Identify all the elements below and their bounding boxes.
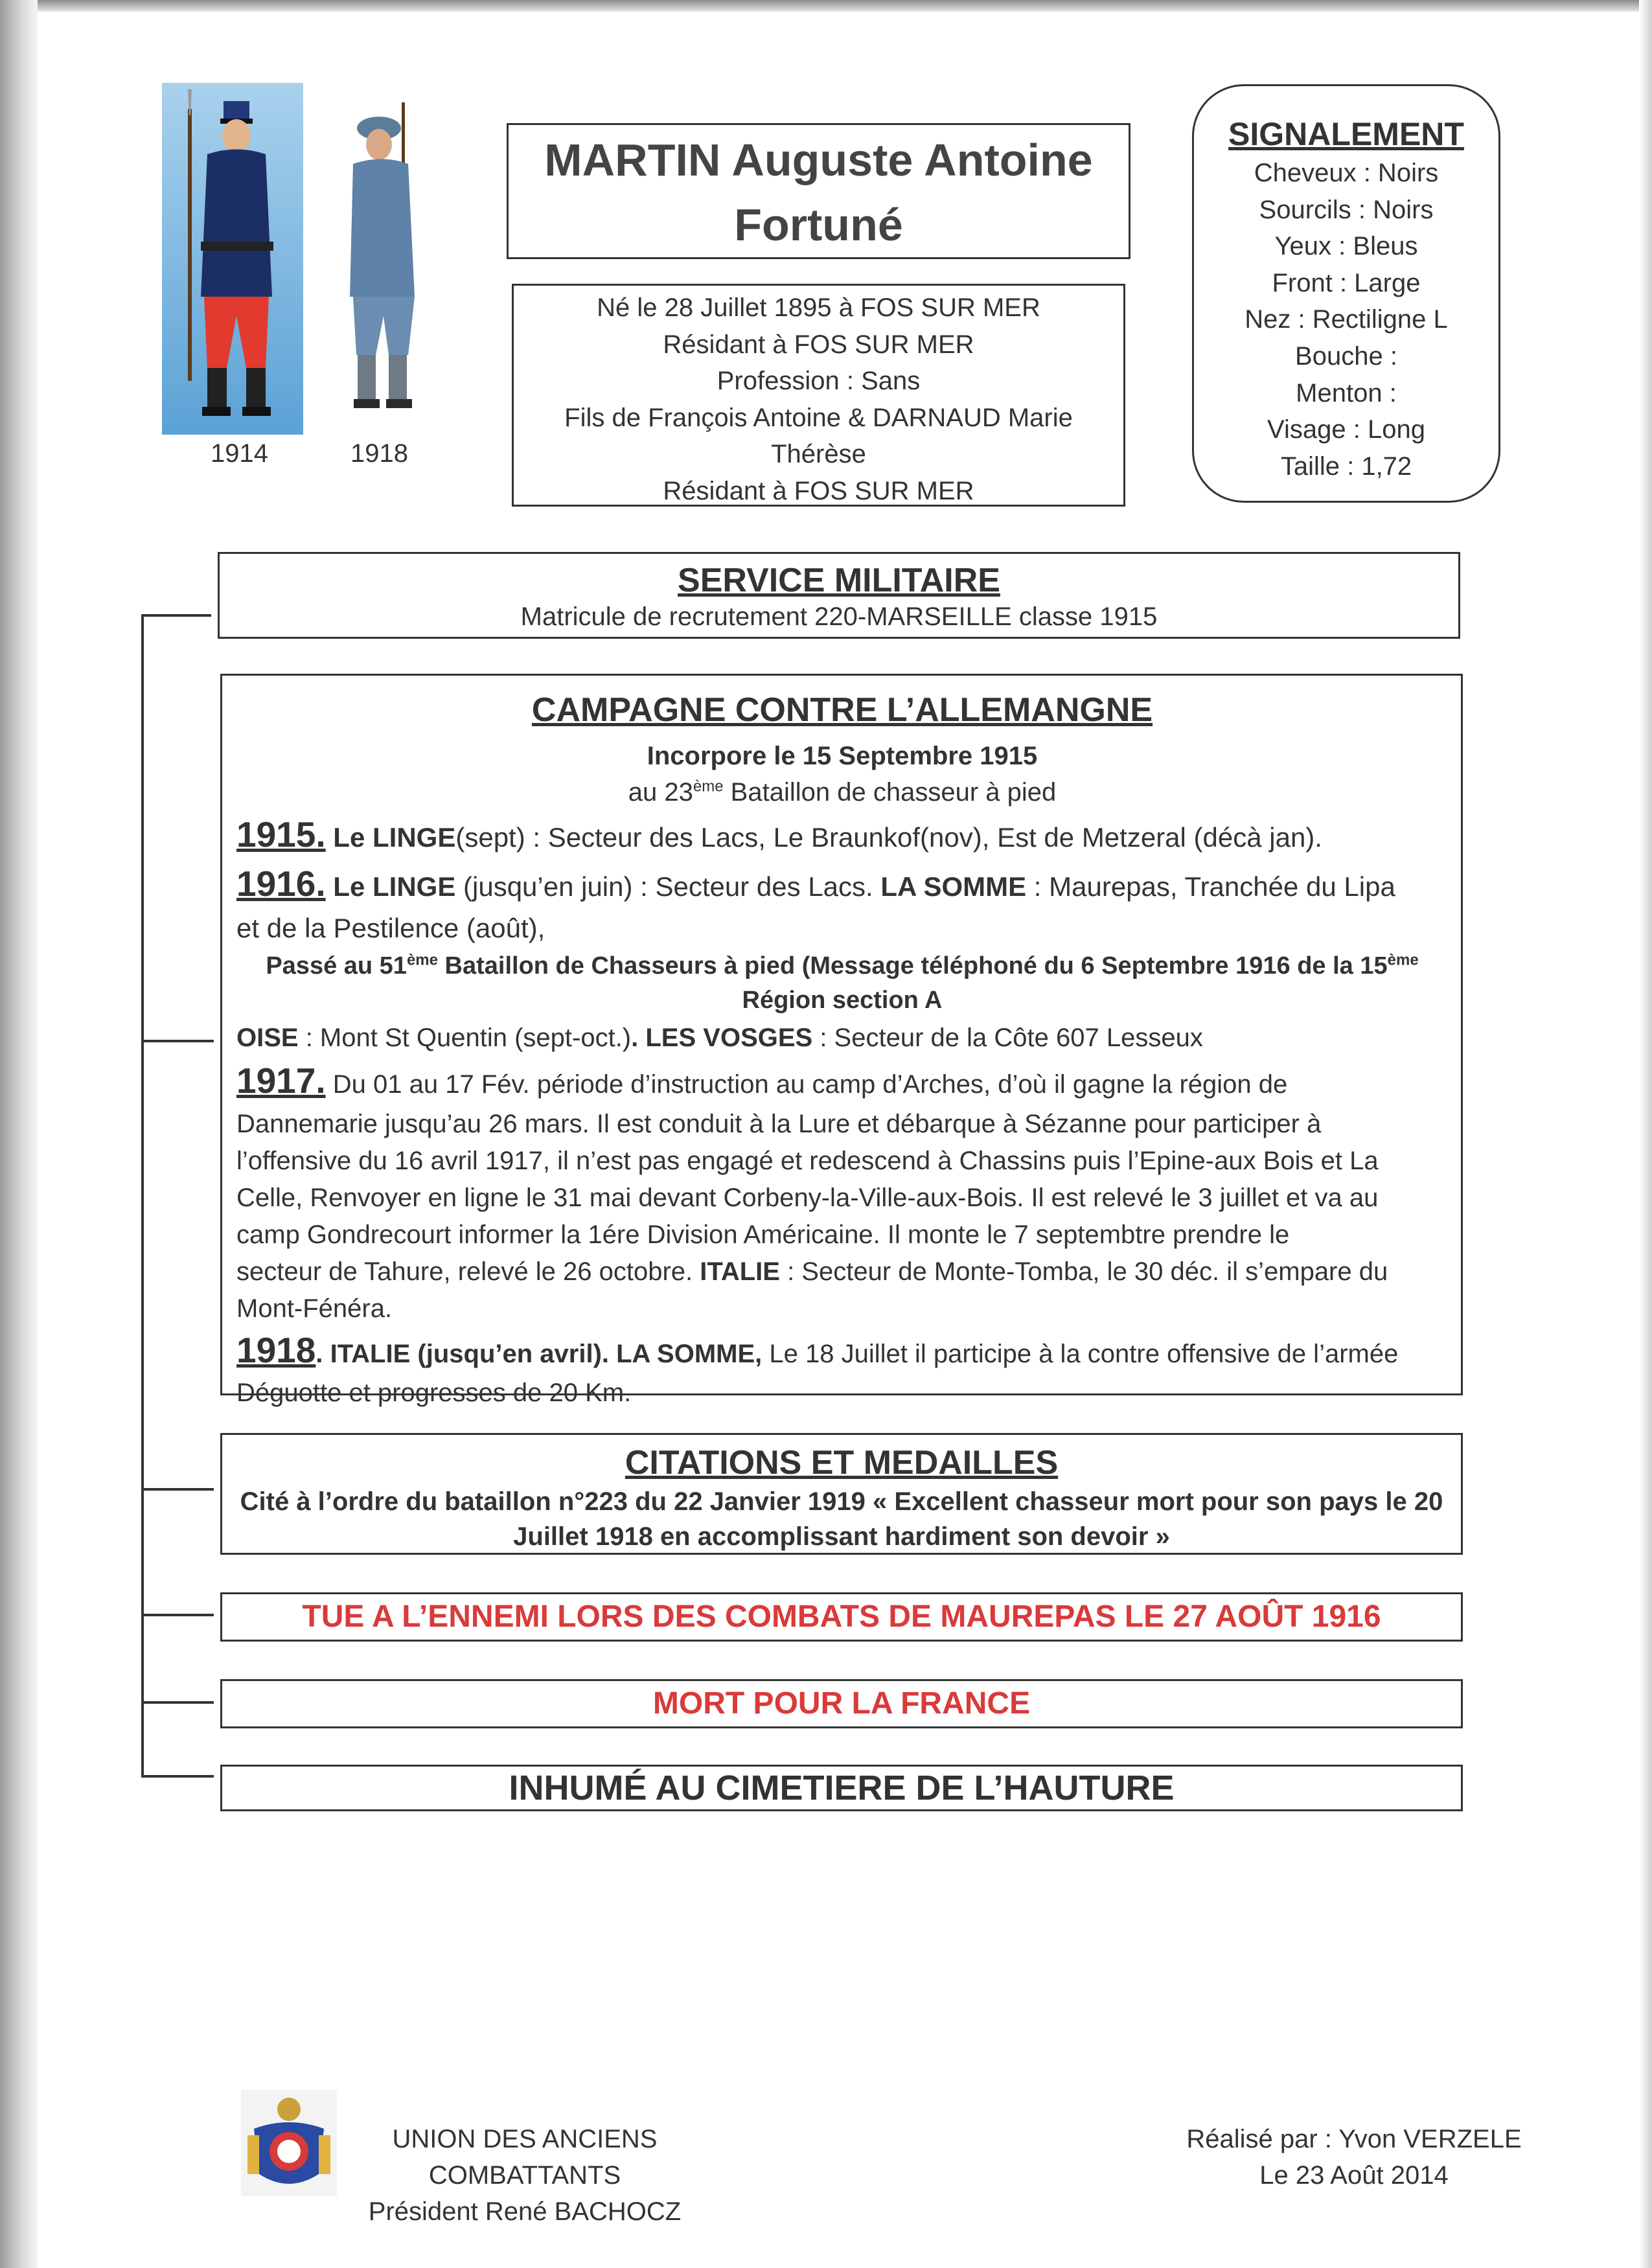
identity-line: Profession : Sans (717, 367, 921, 395)
bracket-tick (141, 614, 211, 617)
passe-prefix: Passé au 51 (266, 952, 407, 979)
year-1916-place: Le LINGE (325, 871, 456, 902)
signalement-line: Taille : 1,72 (1280, 452, 1412, 481)
year-1916-somme: LA SOMME (880, 871, 1027, 902)
campagne-title: CAMPAGNE CONTRE L’ALLEMANGNE (531, 691, 1153, 729)
passe-mid: Bataillon de Chasseurs à pied (Message téléphoné du 6 Septembre 1916 de la 15 (437, 952, 1388, 979)
year-1916-label: 1916. (236, 864, 326, 904)
identity-line: Résidant à FOS SUR MER (663, 330, 974, 359)
bataillon-prefix: au 23 (628, 778, 693, 807)
bracket-tick (141, 1488, 214, 1491)
incorpore-date: Incorpore le 15 Septembre 1915 (647, 742, 1038, 770)
footer-org-line-2: Président René BACHOCZ (368, 2197, 682, 2226)
year-1916-text: (jusqu’en juin) : Secteur des Lacs. (455, 871, 881, 902)
year-1917-line: l’offensive du 16 avril 1917, il n’est pas engagé et redescend à Chassins puis l’Epine-aux Bois et La (236, 1147, 1379, 1175)
year-1918-label: 1918 (236, 1330, 316, 1370)
service-box (218, 552, 1460, 639)
year-1915-place: Le LINGE (325, 822, 456, 853)
inhume-text: INHUMÉ AU CIMETIERE DE L’HAUTURE (509, 1769, 1175, 1807)
tue-text: TUE A L’ENNEMI LORS DES COMBATS DE MAUREPAS LE 27 AOÛT 1916 (302, 1599, 1381, 1634)
passe-sup-2: ème (1387, 951, 1419, 969)
year-1917-label: 1917. (236, 1060, 326, 1101)
identity-line: Thérèse (771, 440, 866, 468)
year-1917-line: Du 01 au 17 Fév. période d’instruction au camp d’Arches, d’où il gagne la région de (325, 1070, 1288, 1099)
identity-box (512, 284, 1125, 507)
mort-text: MORT POUR LA FRANCE (652, 1686, 1031, 1721)
bataillon-sup: ème (693, 777, 724, 796)
signalement-line: Sourcils : Noirs (1259, 195, 1434, 224)
inhume-box (220, 1765, 1463, 1811)
year-1917-line-6a: secteur de Tahure, relevé le 26 octobre. (236, 1257, 700, 1286)
italie-label: ITALIE (700, 1257, 780, 1286)
footer-org (350, 2121, 700, 2230)
passe-sup: ème (406, 951, 438, 969)
service-matricule: Matricule de recrutement 220-MARSEILLE classe 1915 (520, 602, 1158, 631)
year-1917-line-6 (236, 1254, 1448, 1290)
citation-line-2: Juillet 1918 en accomplissant hardiment son devoir » (513, 1522, 1170, 1551)
name-line-1: MARTIN Auguste Antoine (544, 135, 1093, 185)
bataillon-suffix: Bataillon de chasseur à pied (723, 778, 1057, 807)
year-1916-continued: et de la Pestilence (août), (236, 913, 545, 943)
bracket-tick (141, 1775, 214, 1778)
service-title: SERVICE MILITAIRE (678, 562, 1000, 599)
signalement-line: Bouche : (1295, 341, 1397, 371)
union-emblem-logo (241, 2090, 337, 2196)
soldier-1914-image (162, 83, 303, 435)
oise-text: : Mont St Quentin (sept-oct.) (298, 1024, 632, 1052)
year-1918-line-2: Déguotte et progresses de 20 Km. (236, 1379, 632, 1407)
timeline-bracket (141, 614, 144, 1778)
signalement-box (1192, 84, 1500, 503)
name-line-2: Fortuné (734, 200, 903, 250)
soldier-1918-image (324, 83, 447, 435)
footer-author (1179, 2121, 1529, 2194)
oise-label: OISE (236, 1024, 299, 1052)
bracket-tick (141, 1040, 214, 1042)
tue-box (220, 1592, 1463, 1642)
year-1917-line: camp Gondrecourt informer la 1ére Division Américaine. Il monte le 7 septembtre prendre le (236, 1220, 1290, 1249)
mort-box (220, 1679, 1463, 1728)
footer-author-line-1: Réalisé par : Yvon VERZELE (1186, 2125, 1522, 2153)
footer-author-line-2: Le 23 Août 2014 (1259, 2161, 1449, 2190)
oise-line (236, 1016, 1448, 1059)
bataillon-line (236, 774, 1448, 810)
year-1916-text-2: : Maurepas, Tranchée du Lipa (1026, 871, 1395, 902)
signalement-title: SIGNALEMENT (1228, 116, 1464, 152)
identity-line: Résidant à FOS SUR MER (663, 476, 974, 505)
year-1917-line-7: Mont-Fénéra. (236, 1294, 393, 1323)
citations-box (220, 1433, 1463, 1555)
campagne-box (220, 674, 1463, 1407)
signalement-line: Visage : Long (1267, 415, 1425, 444)
page-top-shadow (0, 0, 1652, 12)
year-1918-entry (236, 1327, 1448, 1377)
vosges-text: : Secteur de la Côte 607 Lesseux (812, 1024, 1203, 1052)
bracket-tick (141, 1701, 214, 1704)
passe-line-2: Région section A (742, 987, 943, 1014)
year-1917-entry (236, 1059, 1448, 1106)
signalement-line: Cheveux : Noirs (1254, 159, 1439, 187)
identity-line: Né le 28 Juillet 1895 à FOS SUR MER (597, 293, 1040, 322)
year-1918-text: Le 18 Juillet il participe à la contre offensive de l’armée (762, 1340, 1399, 1368)
year-1915-text: (sept) : Secteur des Lacs, Le Braunkof(nov), Est de Metzeral (décà jan). (455, 822, 1322, 853)
signalement-line: Front : Large (1272, 268, 1421, 297)
signalement-line: Yeux : Bleus (1274, 232, 1418, 261)
soldier-1914-caption: 1914 (211, 439, 268, 468)
year-1915-label: 1915. (236, 814, 326, 854)
year-1917-line: Dannemarie jusqu’au 26 mars. Il est conduit à la Lure et débarque à Sézanne pour participer à (236, 1110, 1322, 1138)
signalement-line: Nez : Rectiligne L (1245, 305, 1448, 334)
page-left-shadow (0, 0, 38, 2268)
identity-line: Fils de François Antoine & DARNAUD Marie (564, 403, 1073, 432)
year-1918-bold: . ITALIE (jusqu’en avril). LA SOMME, (315, 1340, 763, 1368)
name-box (507, 123, 1130, 259)
year-1916-entry (236, 862, 1448, 909)
signalement-line: Menton : (1296, 378, 1397, 407)
year-1917-line-6c: : Secteur de Monte-Tomba, le 30 déc. il s’empare du (779, 1257, 1388, 1286)
soldier-1918-caption: 1918 (350, 439, 408, 468)
citation-line-1: Cité à l’ordre du bataillon n°223 du 22 Janvier 1919 « Excellent chasseur mort pour son pays le 20 (240, 1487, 1443, 1516)
vosges-label: . LES VOSGES (631, 1024, 813, 1052)
citations-title: CITATIONS ET MEDAILLES (625, 1444, 1059, 1482)
passe-line (236, 948, 1448, 984)
page-right-shadow (1639, 0, 1652, 2268)
year-1917-line: Celle, Renvoyer en ligne le 31 mai devant Corbeny-la-Ville-aux-Bois. Il est relevé le 3 juillet et va au (236, 1184, 1379, 1212)
bracket-tick (141, 1614, 214, 1616)
year-1915-entry (236, 810, 1448, 862)
footer-org-line-1: UNION DES ANCIENS COMBATTANTS (392, 2125, 658, 2190)
